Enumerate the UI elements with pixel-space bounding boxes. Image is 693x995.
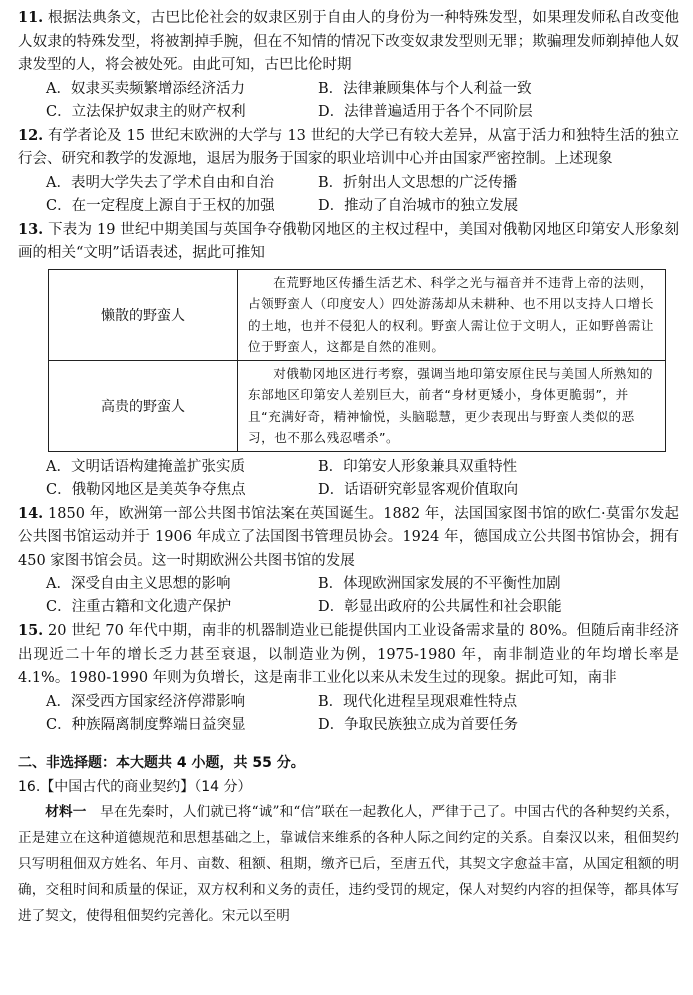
material-label: 材料一: [45, 803, 87, 820]
option-a[interactable]: A．奴隶买卖频繁增添经济活力: [46, 80, 245, 97]
question-number: 12.: [18, 126, 44, 144]
question-title: [18, 775, 679, 799]
stem-text: 下表为 19 世纪中期美国与英国争夺俄勒冈地区的主权过程中，美国对俄勒冈地区印第安人形象刻画的相关“文明”话语表述，据此可推知: [18, 221, 680, 261]
question-stem: [18, 218, 679, 266]
option-b[interactable]: B．折射出人文思想的广泛传播: [318, 174, 518, 191]
question-stem: [18, 619, 679, 691]
option-c[interactable]: C．在一定程度上源自于王权的加强: [46, 197, 275, 214]
question-stem: [18, 124, 679, 172]
option-d[interactable]: D．彰显出政府的公共属性和社会职能: [318, 599, 562, 615]
option-c[interactable]: C．俄勒冈地区是美英争夺焦点: [46, 481, 246, 498]
options: [18, 456, 679, 502]
question-11: [18, 6, 679, 124]
option-a[interactable]: A．深受西方国家经济停滞影响: [46, 693, 245, 710]
question-stem: [18, 6, 679, 78]
option-c[interactable]: C．种族隔离制度弊端日益突显: [46, 716, 246, 733]
option-b[interactable]: B．体现欧洲国家发展的不平衡性加剧: [318, 576, 561, 592]
question-number: 13.: [18, 220, 44, 238]
option-d[interactable]: D．推动了自治城市的独立发展: [318, 197, 519, 214]
question-13: [18, 218, 679, 502]
stem-text: 根据法典条文，古巴比伦社会的奴隶区别于自由人的身份为一种特殊发型，如果理发师私自改变他人奴隶的特殊发型，将被割掉手腕，但在不知情的情况下改变奴隶发型则无罪；欺骗理发师剃掉他人奴隶发型的人，将会被处死。由此可知，古巴比伦时期: [18, 10, 680, 73]
option-c[interactable]: C．注重古籍和文化遗产保护: [46, 599, 232, 615]
option-a[interactable]: A．文明话语构建掩盖扩张实质: [46, 458, 245, 475]
question-15: [18, 619, 679, 737]
option-b[interactable]: B．现代化进程呈现艰难性特点: [318, 693, 518, 710]
question-14: [18, 502, 679, 620]
question-stem: [18, 502, 679, 574]
table-row: [49, 269, 666, 360]
options: [18, 573, 679, 619]
table-cell-content: 在荒野地区传播生活艺术、科学之光与福音并不违背上帝的法则，占领野蛮人（印度安人）四处游荡却从未耕种、也不用以支持人口增长的土地，也并不侵犯人的权利。野蛮人需让位于文明人，正如野兽需让位于野蛮人，这都是自然的准则。: [238, 269, 666, 360]
table-cell-label: 懒散的野蛮人: [49, 269, 238, 360]
question-16: [18, 775, 679, 929]
option-a[interactable]: A．表明大学失去了学术自由和自治: [46, 174, 274, 191]
discourse-table: [48, 269, 666, 452]
question-number: 11.: [18, 9, 44, 26]
option-c[interactable]: C．立法保护奴隶主的财产权利: [46, 103, 246, 120]
material-text: 早在先秦时，人们就已将“诚”和“信”联在一起教化人，严律于己了。中国古代的各种契约关系，正是建立在这种道德规范和思想基础之上，靠诚信来维系的各种人际之间约定的关系。自秦汉以来，租佃契约只写明租佃双方姓名、年月、亩数、租额、租期，缴齐已后，至唐五代，其契文字愈益丰富，从国定租额的明确，交租时间和质量的保证，双方权利和义务的责任，违约受罚的规定，保人对契约内容的担保等，都具体写进了契文，使得租佃契约完善化。宋元以至明: [18, 803, 680, 924]
option-d[interactable]: D．法律普遍适用于各个不同阶层: [318, 103, 533, 120]
options: [18, 78, 679, 124]
table-cell-label: 高贵的野蛮人: [49, 360, 238, 451]
option-a[interactable]: A．深受自由主义思想的影响: [46, 576, 231, 592]
table-row: [49, 360, 666, 451]
option-d[interactable]: D．争取民族独立成为首要任务: [318, 716, 519, 733]
question-number: 16.: [18, 778, 41, 795]
question-12: [18, 124, 679, 218]
stem-text: 1850 年，欧洲第一部公共图书馆法案在英国诞生。1882 年，法国国家图书馆的欧仁·莫雷尔发起公共图书馆运动并于 1906 年成立了法国图书管理员协会。1924 年，德国成立公共图书馆协会，拥有 450 家图书馆会员。这一时期欧洲公共图书馆的发展: [18, 505, 679, 569]
title-text: 【中国古代的商业契约】（14 分）: [40, 778, 252, 795]
stem-text: 有学者论及 15 世纪末欧洲的大学与 13 世纪的大学已有较大差异，从富于活力和独特生活的独立行会、研究和教学的发源地，退居为服务于国家的职业培训中心并由国家严密控制。上述现象: [18, 127, 680, 167]
material-paragraph: [18, 799, 679, 929]
options: [18, 691, 679, 737]
section-heading: 二、非选择题：本大题共 4 小题，共 55 分。: [18, 754, 305, 771]
option-d[interactable]: D．话语研究彰显客观价值取向: [318, 481, 519, 498]
stem-text: 20 世纪 70 年代中期，南非的机器制造业已能提供国内工业设备需求量的 80%。但随后南非经济出现近二十年的增长乏力甚至衰退，以制造业为例，1975-1980 年，南非制造业的年均增长率是 4.1%。1980-1990 年则为负增长，这是南非工业化以来从未发生过的现象。据此可知，南非: [18, 623, 679, 686]
question-number: 14.: [18, 504, 44, 522]
option-b[interactable]: B．法律兼顾集体与个人利益一致: [318, 80, 532, 97]
question-number: 15.: [18, 622, 44, 639]
option-b[interactable]: B．印第安人形象兼具双重特性: [318, 458, 518, 475]
options: [18, 172, 679, 218]
table-cell-content: 对俄勒冈地区进行考察，强调当地印第安原住民与美国人所熟知的东部地区印第安人差别巨大，前者“身材更矮小，身体更脆弱”，并且“充满好奇，精神愉悦，头脑聪慧，更少表现出与野蛮人类似的恶习，也不那么残忍嗜杀”。: [238, 360, 666, 451]
